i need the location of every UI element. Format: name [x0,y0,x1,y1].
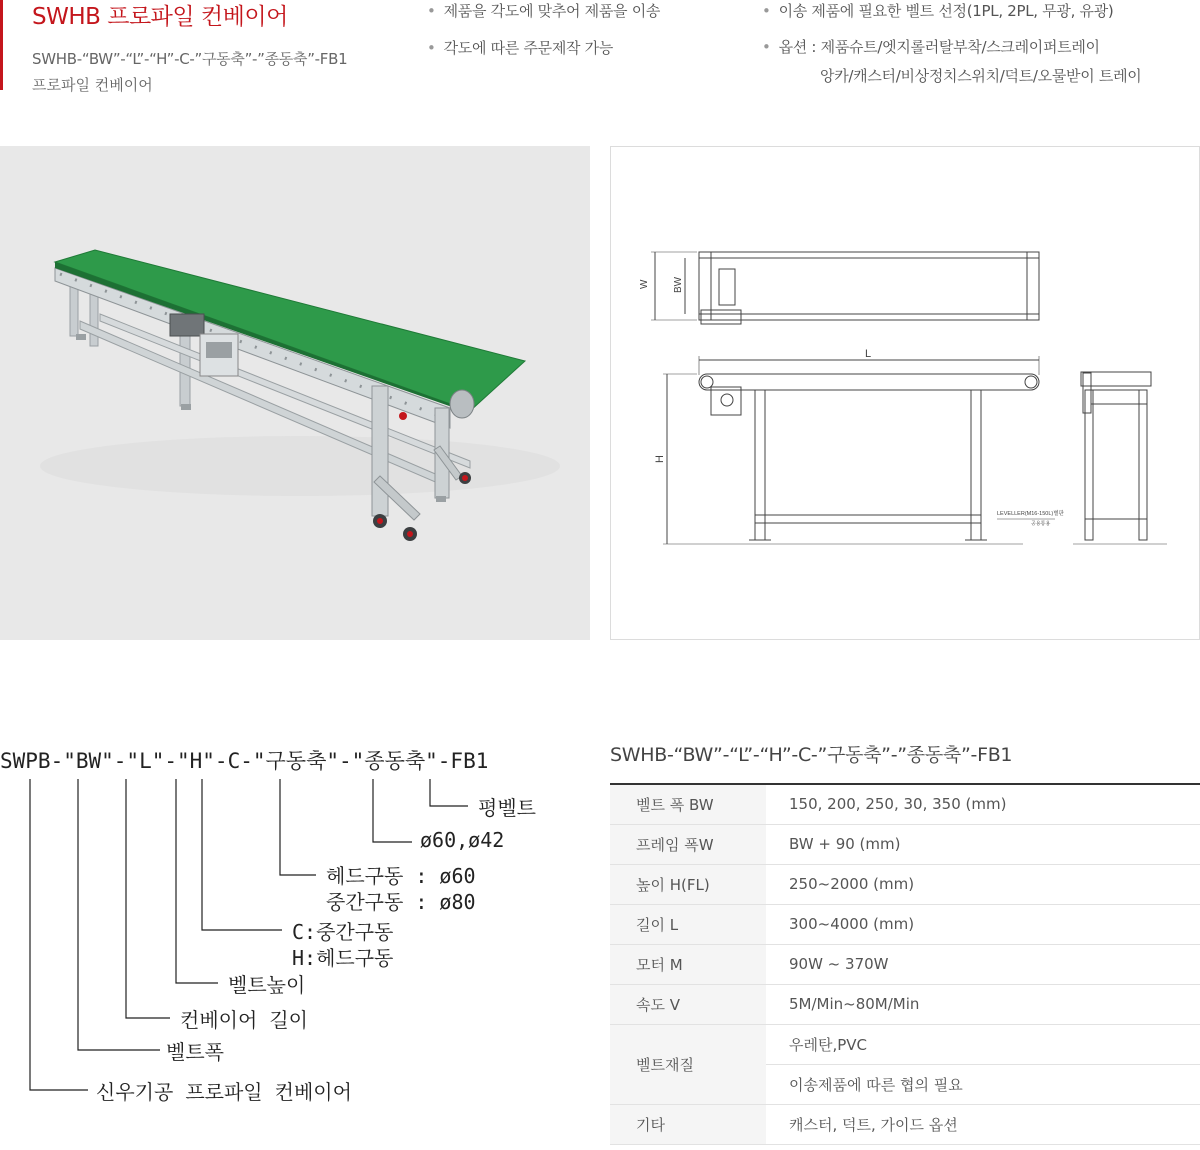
code-breakdown [0,735,580,1135]
spec-value: 이송제품에 따른 협의 필요 [766,1064,1200,1104]
feature-item [762,34,1100,61]
feature-continuation: 앙카/캐스터/비상정치스위치/덕트/오물받이 트레이 [820,67,1142,85]
label-belt-height: 벨트높이 [228,973,306,997]
leveller-sub-label: 공용통용 [1031,521,1051,527]
bullet-icon: • [427,2,436,20]
feature-text: 옵션 : 제품슈트/엣지롤러탈부착/스크레이퍼트레이 [778,38,1100,56]
dim-h-label: H [654,455,666,463]
spec-value: 300~4000 (mm) [766,904,1200,944]
spec-value: 캐스터, 덕트, 가이드 옵션 [766,1104,1200,1144]
spec-key: 벨트재질 [610,1024,766,1104]
bullet-icon: • [762,38,771,56]
table-row [610,784,1200,824]
label-belt: 평벨트 [478,796,536,820]
table-row [610,904,1200,944]
breakdown-code: SWPB-"BW"-"L"-"H"-C-"구동축"-"종동축"-FB1 [0,749,489,773]
spec-key: 높이 H(FL) [610,864,766,904]
spec-key: 모터 M [610,944,766,984]
technical-drawing [610,146,1200,640]
spec-value: 5M/Min~80M/Min [766,984,1200,1024]
spec-key: 속도 V [610,984,766,1024]
spec-key: 기타 [610,1104,766,1144]
bullet-icon: • [427,39,436,57]
feature-item [427,35,613,62]
leveller-label: LEVELLER(M16-150L)별판 [997,511,1064,517]
table-row [610,864,1200,904]
feature-text: 이송 제품에 필요한 벨트 선정(1PL, 2PL, 무광, 유광) [778,2,1114,20]
label-maker: 신우기공 프로파일 컨베이어 [96,1080,352,1104]
conveyor-illustration [0,146,590,640]
spec-value: 150, 200, 250, 30, 350 (mm) [766,784,1200,824]
table-row [610,1104,1200,1144]
spec-heading: SWHB-“BW”-“L”-“H”-C-”구동축”-”종동축”-FB1 [610,744,1013,766]
product-title: SWHB 프로파일 컨베이어 [32,4,288,30]
label-center-drive: 중간구동 : ø80 [326,890,476,914]
dim-l-label: L [865,348,872,360]
spec-value: BW + 90 (mm) [766,824,1200,864]
label-shaft-sizes: ø60,ø42 [420,828,505,852]
label-c-option: C:중간구동 [292,920,394,944]
feature-item [762,0,1113,25]
product-photo [0,146,590,640]
bullet-icon: • [762,2,771,20]
product-subtitle: 프로파일 컨베이어 [32,76,153,94]
feature-item [427,0,660,25]
dim-bw-label: BW [673,276,684,293]
table-row [610,984,1200,1024]
dim-w-label: W [639,279,650,289]
spec-value: 90W ~ 370W [766,944,1200,984]
table-row [610,824,1200,864]
label-conveyor-length: 컨베이어 길이 [180,1008,308,1032]
spec-value: 우레탄,PVC [766,1024,1200,1064]
feature-text: 각도에 따른 주문제작 가능 [443,39,614,57]
spec-key: 길이 L [610,904,766,944]
spec-key: 벨트 폭 BW [610,784,766,824]
product-code: SWHB-“BW”-“L”-“H”-C-”구동축”-”종동축”-FB1 [32,50,348,68]
label-head-drive: 헤드구동 : ø60 [326,864,476,888]
title-accent-bar [0,0,3,90]
label-h-option: H:헤드구동 [292,946,394,970]
drawing-svg [611,147,1200,640]
spec-table [610,783,1200,1145]
label-belt-width: 벨트폭 [166,1040,224,1064]
feature-text: 제품을 각도에 맞추어 제품을 이송 [443,2,661,20]
table-row [610,1024,1200,1064]
spec-value: 250~2000 (mm) [766,864,1200,904]
table-row [610,944,1200,984]
spec-key: 프레임 폭W [610,824,766,864]
